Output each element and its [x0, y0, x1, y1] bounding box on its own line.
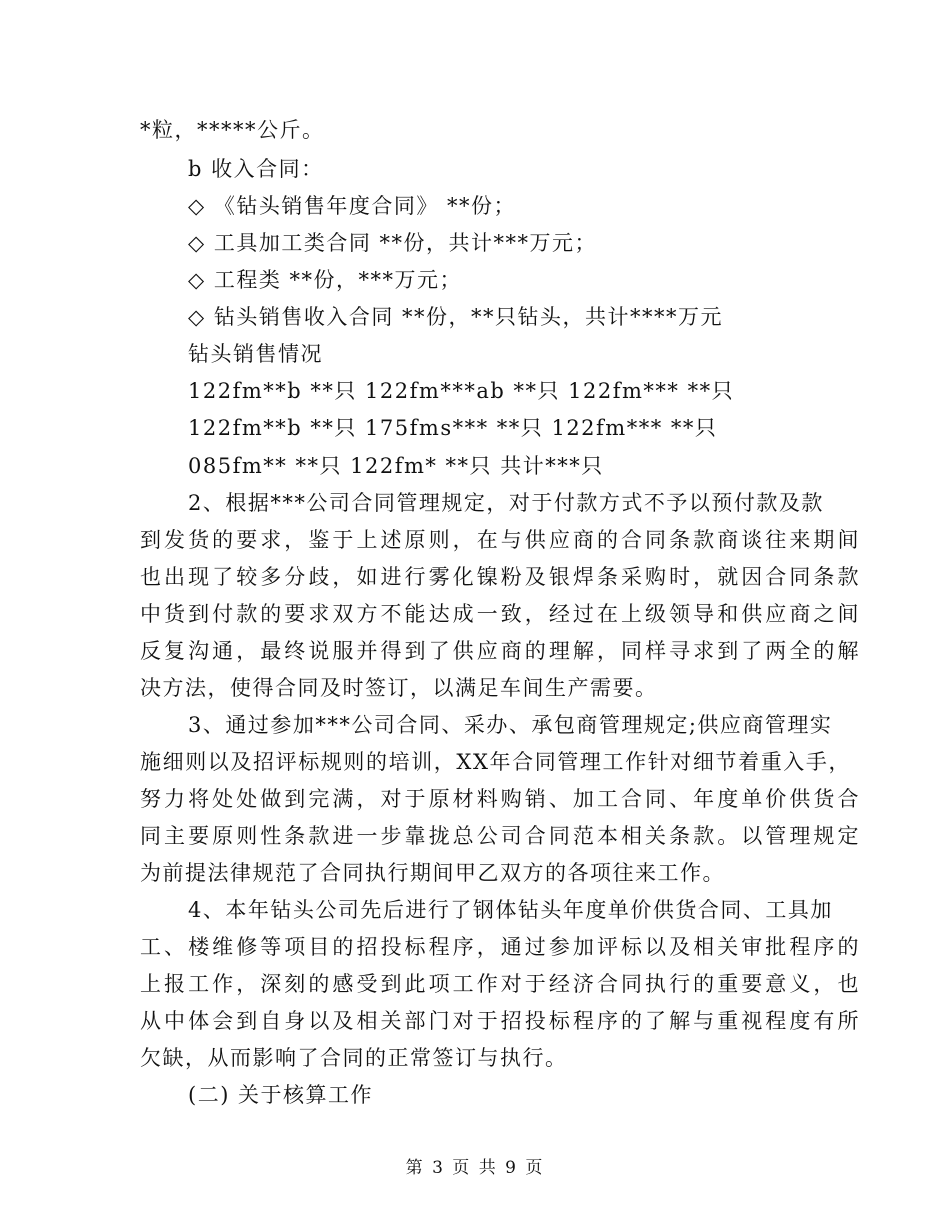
text-line: 122fm**b **只 122fm***ab **只 122fm*** **只 [188, 379, 735, 403]
paragraph-line: 工、楼维修等项目的招投标程序，通过参加评标以及相关审批程序的 [140, 935, 862, 959]
paragraph-line: 努力将处处做到完满，对于原材料购销、加工合同、年度单价供货合 [140, 787, 862, 811]
subheading-drill-sales: 钻头销售情况 [188, 342, 323, 366]
paragraph-line: 决方法，使得合同及时签订，以满足车间生产需要。 [140, 676, 658, 700]
bullet-item: ◇ 钻头销售收入合同 **份，**只钻头，共计****万元 [188, 305, 723, 329]
text-line: 085fm** **只 122fm* **只 共计***只 [188, 454, 604, 478]
bullet-item: ◇ 《钻头销售年度合同》 **份； [188, 194, 516, 218]
paragraph-line: 也出现了较多分歧，如进行雾化镍粉及银焊条采购时，就因合同条款 [140, 565, 862, 589]
paragraph-line: 施细则以及招评标规则的培训，XX年合同管理工作针对细节着重入手， [140, 750, 852, 774]
paragraph-line: 上报工作，深刻的感受到此项工作对于经济合同执行的重要意义，也 [140, 972, 862, 996]
paragraph-line: 4、本年钻头公司先后进行了钢体钻头年度单价供货合同、工具加 [188, 898, 833, 922]
paragraph-line: 中货到付款的要求双方不能达成一致，经过在上级领导和供应商之间 [140, 602, 862, 626]
text-line: 122fm**b **只 175fms*** **只 122fm*** **只 [188, 416, 718, 440]
paragraph-line: 2、根据***公司合同管理规定，对于付款方式不予以预付款及款 [188, 491, 824, 515]
section-heading-income-contracts: b 收入合同： [188, 157, 324, 181]
bullet-item: ◇ 工具加工类合同 **份，共计***万元； [188, 231, 597, 255]
paragraph-line: 从中体会到自身以及相关部门对于招投标程序的了解与重视程度有所 [140, 1009, 862, 1033]
paragraph-line: 3、通过参加***公司合同、采办、承包商管理规定;供应商管理实 [188, 713, 833, 737]
paragraph-line: 欠缺，从而影响了合同的正常签订与执行。 [140, 1046, 568, 1070]
section-heading-accounting: (二) 关于核算工作 [188, 1083, 374, 1107]
page-number-footer: 第 3 页 共 9 页 [405, 1158, 545, 1178]
text-line: *粒，*****公斤。 [140, 118, 325, 142]
paragraph-line: 同主要原则性条款进一步靠拢总公司合同范本相关条款。以管理规定 [140, 824, 862, 848]
paragraph-line: 到发货的要求，鉴于上述原则，在与供应商的合同条款商谈往来期间 [140, 528, 862, 552]
bullet-item: ◇ 工程类 **份，***万元； [188, 268, 462, 292]
paragraph-line: 反复沟通，最终说服并得到了供应商的理解，同样寻求到了两全的解 [140, 639, 862, 663]
paragraph-line: 为前提法律规范了合同执行期间甲乙双方的各项往来工作。 [140, 861, 725, 885]
